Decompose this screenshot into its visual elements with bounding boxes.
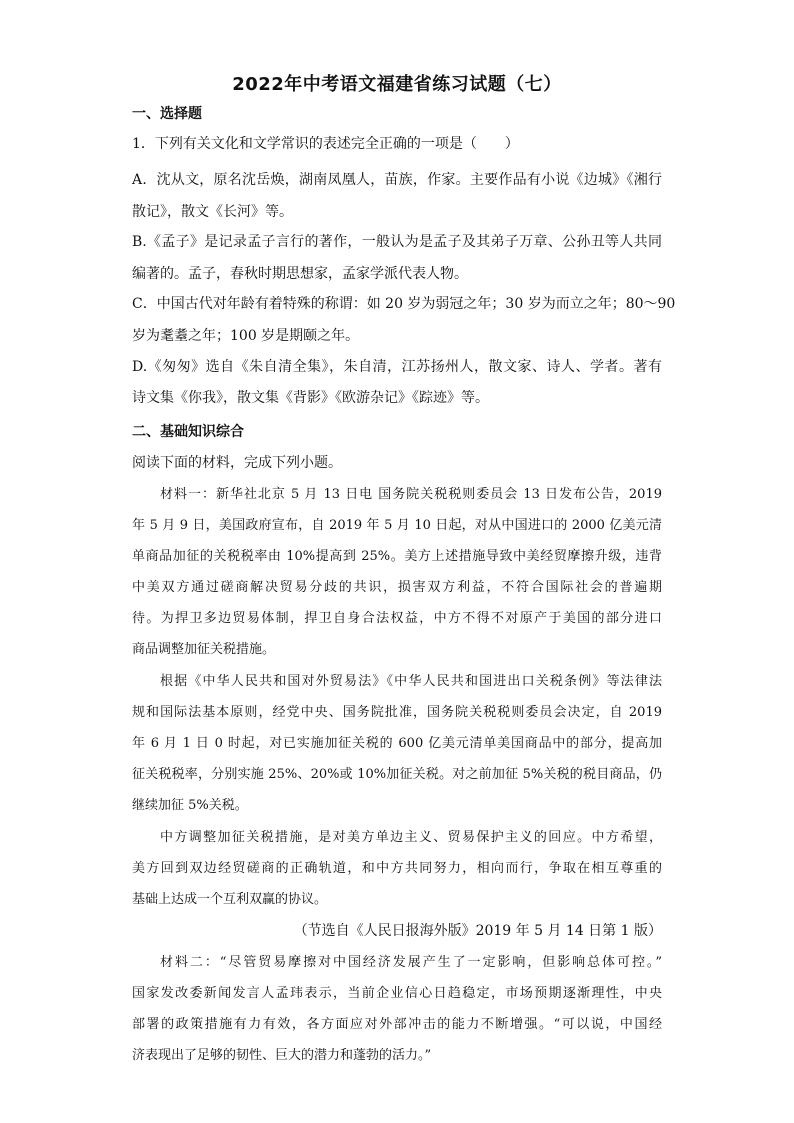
material2-line-1: 材料二：“尽管贸易摩擦对中国经济发展产生了一定影响，但影响总体可控。”: [160, 955, 662, 970]
material1-p3-line-3: 基础上达成一个互利双赢的协议。: [132, 892, 328, 907]
material1-p2-line-1: 根据《中华人民共和国对外贸易法》《中华人民共和国进出口关税条例》等法律法: [160, 674, 662, 689]
reading-intro: 阅读下面的材料，完成下列小题。: [132, 455, 342, 471]
question-1-stem: 1．下列有关文化和文学常识的表述完全正确的一项是（ ）: [132, 136, 519, 152]
option-a-line-2: 散记》，散文《长河》等。: [132, 204, 293, 220]
material1-p1-line-1: 材料一：新华社北京 5 月 13 日电 国务院关税税则委员会 13 日发布公告，2019: [160, 487, 662, 502]
option-b-line-2: 编著的。孟子，春秋时期思想家，孟家学派代表人物。: [132, 266, 468, 282]
section-heading-choice: 一、选择题: [132, 106, 202, 122]
material1-p1-line-6: 商品调整加征关税措施。: [132, 642, 276, 657]
material2-line-4: 济表现出了足够的韧性、巨大的潜力和蓬勃的活力。”: [132, 1048, 432, 1063]
material1-p2-line-5: 继续加征 5%关税。: [132, 798, 248, 813]
section-heading-basic: 二、基础知识综合: [132, 424, 244, 440]
material1-p3-line-1: 中方调整加征关税措施，是对美方单边主义、贸易保护主义的回应。中方希望，: [160, 830, 662, 845]
material1-p1-line-2: 年 5 月 9 日，美国政府宣布，自 2019 年 5 月 10 日起，对从中国进口的 2000 亿美元清: [132, 518, 662, 533]
material1-p2-line-4: 征关税税率，分别实施 25%、20%或 10%加征关税。对之前加征 5%关税的税目商品，仍: [132, 767, 662, 782]
option-b-line-1: B.《孟子》是记录孟子言行的著作，一般认为是孟子及其弟子万章、公孙丑等人共同: [132, 234, 662, 250]
material2-line-3: 部署的政策措施有力有效，各方面应对外部冲击的能力不断增强。“可以说，中国经: [132, 1017, 662, 1032]
option-d-line-1: D.《匆匆》选自《朱自清全集》，朱自清，江苏扬州人，散文家、诗人、学者。著有: [132, 359, 662, 375]
material1-p1-line-4: 中美双方通过磋商解决贸易分歧的共识，损害双方利益，不符合国际社会的普遍期: [132, 580, 662, 595]
option-d-line-2: 诗文集《你我》，散文集《背影》《欧游杂记》《踪迹》等。: [132, 390, 489, 406]
material1-p2-line-2: 规和国际法基本原则，经党中央、国务院批准，国务院关税税则委员会决定，自 2019: [132, 705, 662, 720]
material1-p3-line-2: 美方回到双边经贸磋商的正确轨道，和中方共同努力，相向而行，争取在相互尊重的: [132, 861, 662, 876]
material1-p1-line-3: 单商品加征的关税税率由 10%提高到 25%。美方上述措施导致中美经贸摩擦升级，违背: [132, 549, 662, 564]
material2-line-2: 国家发改委新闻发言人孟玮表示，当前企业信心日趋稳定，市场预期逐渐理性，中央: [132, 986, 662, 1001]
option-c-line-2: 岁为耄耋之年；100 岁是期颐之年。: [132, 328, 360, 344]
option-c-line-1: C．中国古代对年龄有着特殊的称谓：如 20 岁为弱冠之年；30 岁为而立之年；80～90: [132, 296, 676, 312]
option-a-line-1: A．沈从文，原名沈岳焕，湖南凤凰人，苗族，作家。主要作品有小说《边城》《湘行: [132, 172, 662, 188]
material1-p2-line-3: 年 6 月 1 日 0 时起，对已实施加征关税的 600 亿美元清单美国商品中的部分，提高加: [132, 736, 662, 751]
material1-p1-line-5: 待。为捍卫多边贸易体制，捍卫自身合法权益，中方不得不对原产于美国的部分进口: [132, 611, 662, 626]
page-title: 2022年中考语文福建省练习试题（七）: [232, 74, 562, 95]
material1-source: （节选自《人民日报海外版》2019 年 5 月 14 日第 1 版）: [293, 923, 662, 939]
